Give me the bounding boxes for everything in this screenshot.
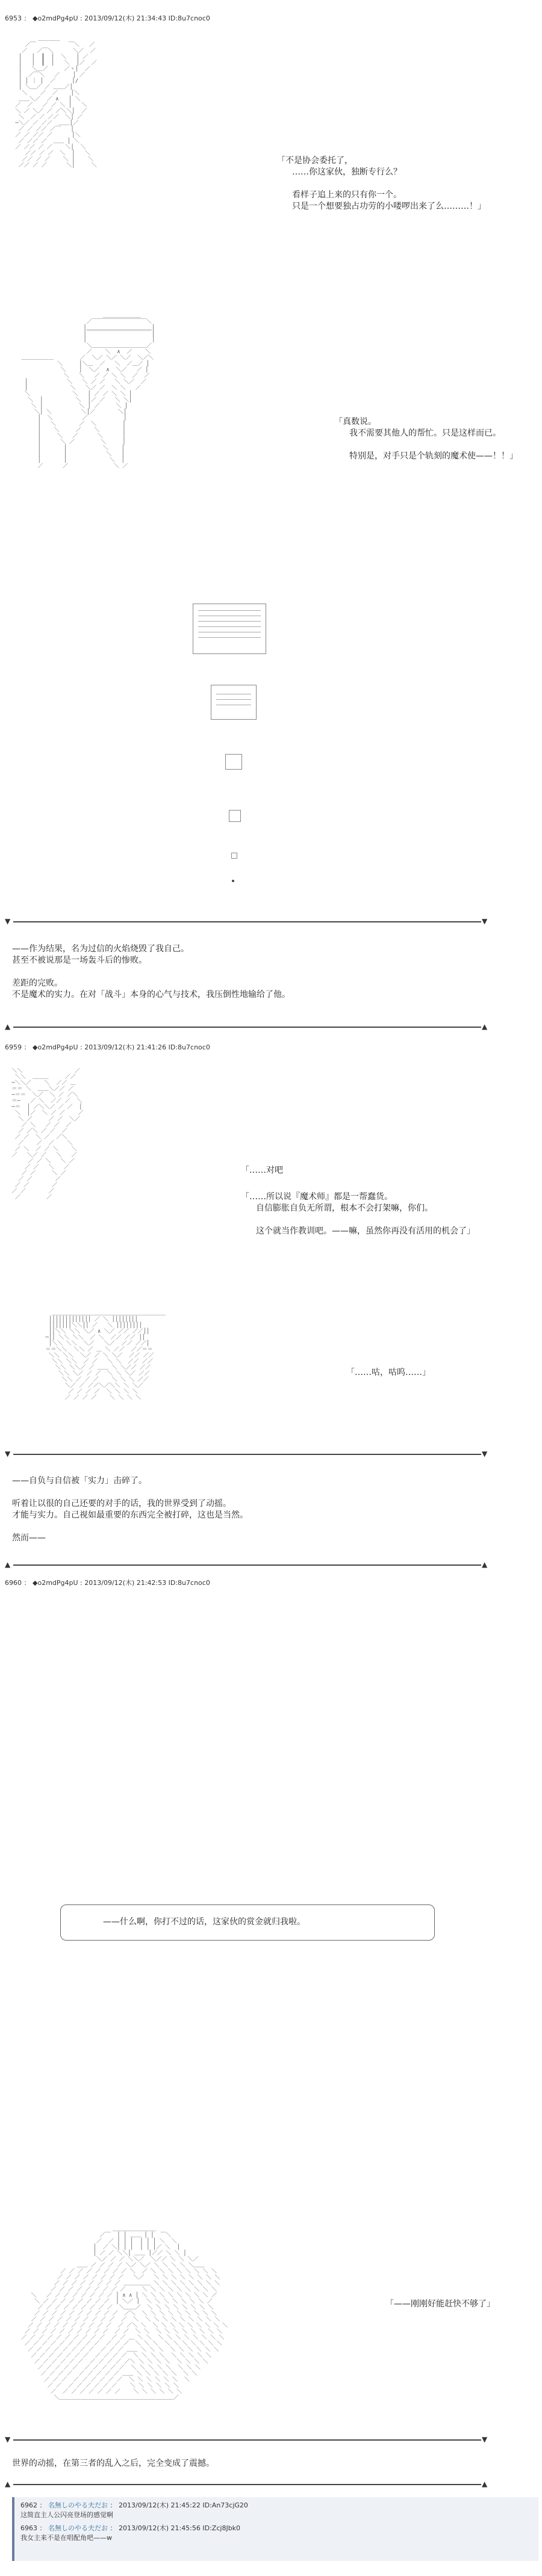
comment-id[interactable]: ID:An73cjG20: [202, 2501, 248, 2509]
narration-block: ——作为结果，名为过信的火焰烧毁了我自己。 甚至不被说那是一场轰斗后的惨败。 差距的完败。 不是魔术的实力。在对「战斗」本身的心气与技术，我压倒性地输给了他。: [12, 944, 290, 999]
post-date: 2013/09/12(木): [84, 1043, 135, 1051]
dialogue-block-4: 「……咕，咕呜……」: [346, 1368, 431, 1377]
dialogue-block-3: 「……对吧 「……所以说『魔术师』都是一帮蠢货。 自信膨胀自负无所谓，根本不会打架嘛，你们。 这个就当作教训吧。——嘛，虽然你再没有活用的机会了」: [241, 1166, 475, 1236]
post-date: 2013/09/12(木): [84, 1579, 135, 1587]
triangle-down-icon: ▼: [5, 1450, 11, 1458]
ascii-art-character-3: ＼＼ ／ ＼＼ ＿＿＿ ／／ ─＼＼／ ＼ ／／ ＿ ＝＝ ＼ ＿＿＼／／ ／ ─＝＝ ＼／ ＼ ／ ／＼ ＝─ ／ ＼ ／／ ／ ＼ ─＝ │ ／＼＼／ ／ ／ │ ＼ │／ ＼ ／ ／ ／ ＼ ／ ／ ／ ＼／ ／ ＼ ／ ／ ／ ／ ／＼ ／ ／ ／ ／ ／ ＼ ／ ／＼ ／ ／ ／ ＼ ／ ＼ ／ ／ ＼ ＼ ／ ＼／ ／ ＼ ／ ／ ／ ＼ ＼ ／ ／ ／ ＼ ／ ／ ／ ＼ ／ ／ ／ ／ ／ ／ ／ ／ ／ ／ ／ ／: [11, 1068, 84, 1200]
ascii-art-character-2: ＿＿＿＿＿＿＿ ／￣￣￣￣￣￣￣￣￣￣＼ │＿＿＿＿＿＿＿＿＿＿＿＿│ │￣￣￣￣￣￣￣￣￣￣￣￣│ │ │ ＼＿＿＿＿＿＿＿＿＿＿／ ／ ＼ ∧ ／ ＼ ＿＿＿＿＿＿ ／ ＼／ ＼／ ＼／ ＼／＼ ＼ │＼＿ ／ ＼ ／＿／ │ ＼ │ ＼／ ∧ ＼／ ／ │ ＼ ＼ ／ ／ ＼ ＼ ／ ／ │ ＼ ＼ ／ ／ ＼ ＼／ ／ │ ＼ ＼／ ／ ＼ ＼ ／ ＼ ＼ │ ／ ／ ＼ ＼ │ ＼ │ ＼ │／ ／ ＼ ＼│ ＼ │ ＼ │ ／ ＼ │ ＼│ ＼ ＼│／ ＼│ │ ＼ ／ │ │ ＼ ／ ＼ │ │ ＼ ／ ＼ │ │ ＼ ／ ＼ │ │ ＼ ／ ＼ │ │ │ ＼ │ │ │ ＼ │ │ │ ＼ │ ／ ／ ＼ ／: [21, 313, 155, 469]
post-id[interactable]: ID:8u7cnoc0: [168, 1043, 210, 1051]
divider: [13, 1027, 481, 1028]
comment-text: 这简直主人公闪亮登场的感觉啊: [20, 2511, 113, 2519]
narration-block: 世界的动摇，在第三者的乱入之后，完全变成了震撼。: [12, 2459, 214, 2468]
triangle-down-icon: ▼: [5, 917, 11, 925]
triangle-up-icon: ▲: [5, 1022, 11, 1031]
divider: [13, 2484, 481, 2485]
dot-icon: [232, 880, 234, 882]
comment-id[interactable]: ID:Zcj8Jbk0: [202, 2524, 241, 2532]
post-time: 21:41:26: [136, 1043, 167, 1051]
ascii-art-character-4: ＿＿＿＿＿＿＿＿＿＿＿＿＿＿＿＿＿＿＿＿＿ │││││││││││││ ／ ＼ ││││││││ │││││││＼＼││ ／ ＼ ││││││││ ││＼＼ ＼＼ ＼／ ∧ ＼／ ／／ ／／││ ─││ ＼＼ ＼＼ ／ ＼ ／／ ／／ ││ │＼＼ ＼＼ ＼／ ＼／ ／／ ／／│ ＝＝＼＼ ＼＼ ／ ＿ ＼ ／／ ／／＝＝ ＼＼ ＼＼ ＼／ ／ ＼ ＼／ ／／ ／／ ＼＼ ＼＼ ／ ／ ＼ ＼ ／／ ／／ ＼＼ ＼＼／ ／ ＿＿ ＼ ＼／／ ／／ ＼＼ ＼／ ／ ／ ＼ ＼ ＼／ ／／ ＼＼ ／ ／ ／ ＼ ＼ ＼ ／／ ＼／ ／ ／／＼／＼＼ ＼ ＼／ ／ ／ ／ ／ ＼ ＼ ＼ ＼ ／ ／ ／ ／ ＼ ＼ ＼ ＼: [45, 1311, 166, 1401]
document-icon-small: [211, 685, 257, 720]
triangle-down-icon: ▼: [482, 1450, 488, 1458]
comment-header: 6962 ： 名無しのやる夫だお ： 2013/09/12(木) 21:45:22 ID:An73cjG20: [20, 2501, 248, 2509]
post-header: 6959 ： ◆o2mdPg4pU : 2013/09/12(木) 21:41:26 ID:8u7cnoc0: [5, 1043, 210, 1051]
divider: [13, 1564, 481, 1566]
post-number: 6953: [5, 14, 22, 22]
dialogue-block-5: 「——刚刚好能赶快不够了」: [385, 2299, 495, 2309]
ascii-art-character-5: ＿＿＿＿＿＿＿＿ ／￣ │ │ ＿＿ │ │ ￣＼ ／ ／ │ │ │ │ │ │ ＼ ＼ │ ／ ＼│ │ │ │ │ │／ ＼ │ │ ／ ／ ＼＼│ ＿＿ │／／ ＼ ＼ │ ＼／ ／ ／ ＼＼／ ＼／／ ＼ ＼ ＼／ ＿＿ ／ ／ ／ ／ ＼／ ＼／ ＼ ＼ ＼ ＼ ＼＿＿ ／ ／ ／ ／ ／ ／ ／ ／ ＼ ／ ＼ ＼ ＼ ＼ ＼ ＼ ＼ ＼ ／ ／ ／ ／ ／ ／ ／ ／ ＼／ ＼ ＼ ＼ ＼ ＼ ＼ ＼ ＼ ／ ／ ／ ／ ／ ／ ／ ／ ＿＿＿＿＿ ＼ ＼ ＼ ＼ ＼ ＼ ＼ ＼ ／ ／ ／ ／ ／ ／ ／ ／ ／ ＼ ＼ ＼ ＼ ＼ ＼ ＼ ＼ ＼ ＼ ／ ／ ／ ／ ／ ／ ／ ／ │ ∧ ∧ │ ＼ ＼ ＼ ＼ ＼ ＼ ＼ ＼ ／ ＼ ／ ／ ／ ／ ／ ／ ／ ／ │ ＼／ │ ＼ ＼ ＼ ＼ ＼ ＼ ＼ ／ ／ ／ ／ ／ ／ ／ ／ ／ ／ ＼＿＿／ ＼ ＼ ＼ ＼ ＼ ＼ ＼ ＼ ／ ／ ／ ／ ／ ／ ／ ／ ／ ／ ／＼ ＼ ＼ ＼ ＼ ＼ ＼ ＼ ＼ ＼ ／ ／ ／ ／ ／ ／ ／ ／ ／ ／ ／ ＼ ＼ ＼ ＼ ＼ ＼ ＼ ＼ ＼ ＼ ／ ／ ／ ／ ／ ／ ／ ／ ／ ／ ／ ／＼ ＼ ＼ ＼ ＼ ＼ ＼ ＼ ＼ ＼ ＼ ／ ／ ／ ／ ／ ／ ／ ／ ／ ／ ／ ／ ＼ ＼ ＼ ＼ ＼ ＼ ＼ ＼ ＼ ＼ ／ ／ ／ ／ ／ ／ ／ ／ ／ ／ ／ ／ ＿ ＼ ＼ ＼ ＼ ＼ ＼ ＼ ＼ ＼ ＼ ／ ／ ／ ／ ／ ／ ／ ／ ／ ／ ／ ／ ＼ ＼ ＼ ＼ ＼ ＼ ＼ ＼ ＼ ＼ ／ ／ ／ ／ ／ ／ ／ ／ ／ ／ ／ ＿＿ ＼ ＼ ＼ ＼ ＼ ＼ ＼ ＼ ＼ ／ ／ ／ ／ ／ ／ ／ ／ ／ ／ ／ ＼ ＼ ＼ ＼ ＼ ＼ ＼ ＼ ＼ ／ ／ ／ ／ ／ ／ ／ ／ ／ ／ ／＼ ＼ ＼ ＼ ＼ ＼ ＼ ＼ ＼ ／ ／ ／ ／ ／ ／ ／ ／ ／ ／ ＼ ＼ ＼ ＼ ＼ ＼ ＼ ＼ ／ ／ ／ ／ ／ ／ ／ ／ ／ ＿＿ ＼ ＼ ＼ ＼ ＼ ＼ ＼ ／ ／ ／ ／ ／ ／ ／ ／ ／ ＼ ＼ ＼ ＼ ＼ ＼ ＼ ／ ／ ／ ／ ／ ／ ／ ／ ＼ ＼ ＼ ＼ ＼ ＼ ／ ／ ／ ／ ／ ／ ／ ／ ＼ ＼ ＼ ＼ ＼ ＼ ＼＿＿＿＿＿＿＿＿＿＿＿＿＿＿＿＿＿＿＿＿＿／: [21, 2226, 228, 2401]
post-time: 21:42:53: [136, 1579, 167, 1587]
post-id[interactable]: ID:8u7cnoc0: [168, 1579, 210, 1587]
post-date: 2013/09/12(木): [84, 14, 135, 22]
post-author[interactable]: ◆o2mdPg4pU: [33, 1043, 78, 1051]
square-icon-small: [229, 810, 241, 822]
triangle-up-icon: ▲: [482, 2480, 488, 2488]
triangle-down-icon: ▼: [482, 2435, 488, 2444]
triangle-up-icon: ▲: [5, 2480, 11, 2488]
triangle-up-icon: ▲: [482, 1560, 488, 1569]
square-icon-tiny: [231, 853, 237, 859]
post-header: 6953 ： ◆o2mdPg4pU : 2013/09/12(木) 21:34:43 ID:8u7cnoc0: [5, 14, 210, 22]
post-id[interactable]: ID:8u7cnoc0: [168, 14, 210, 22]
document-icon: [193, 604, 266, 654]
narration-block: ——自负与自信被「实力」击碎了。 听着让以很的自己还要的对手的话，我的世界受到了动摇。 才能与实力。自己视如最重要的东西完全被打碎，这也是当然。 然而——: [12, 1476, 248, 1543]
triangle-down-icon: ▼: [5, 2435, 11, 2444]
bubble-text: ——什么啊，你打不过的话，这家伙的赏金就归我啦。: [103, 1917, 305, 1927]
divider: [13, 2439, 481, 2441]
comments-box: [12, 2497, 538, 2561]
triangle-up-icon: ▲: [482, 1022, 488, 1031]
speech-bubble: [60, 1904, 435, 1941]
post-number: 6959: [5, 1043, 22, 1051]
triangle-up-icon: ▲: [5, 1560, 11, 1569]
dialogue-block-2: 「真数说。 我不需要其他人的帮忙。只是这样而已。 特别是，对手只是个轨刻的魔术使——！！」: [334, 417, 518, 461]
comment-text: 我女主来不是在唱配角吧——w: [20, 2534, 112, 2542]
comment-name[interactable]: 名無しのやる夫だお: [48, 2501, 108, 2509]
comment-name[interactable]: 名無しのやる夫だお: [48, 2524, 108, 2532]
ascii-art-character: ＿＿＿＿ ／￣ ￣＼ ／ ／ ／￣＼ ＼／ ／ │ │ ┃ │ ＼ │ ／ │ │ ┃ │ ＼ │／ ／ │ ＼＿／ ／ヽ│ ／ │ ／￣＼ ／ │ ／ │ │ ｜ │ ／ │/ │ ＼＿／ ／ ＿＿／│ ＼ ／ ／ │＼ ＿＿＼／ ／ ∧ │ ＼ ／ ／ ／ ／ ＼ │ ＼ ＼ ／ ＼／ ／ ／＼＼│ ／ ＼ ／ ／ ／／ ＼│ ／ ─＼／ ／ ／／ ＿＿│／ ／ ／ ／／ ／￣ │ ／ ／ ／／ ／ │＼ ／ ／／ ／ ＿＿ │ ＼ ／ ／／ ／ ／ ＼│ ＼ ／／ ／ ／ ＼ │ ＼ ／／ ／ ／ ＼ │ ＼ ／／ ／ ／ ＼│ ＼: [15, 36, 97, 168]
square-icon: [225, 754, 242, 770]
triangle-down-icon: ▼: [482, 917, 488, 925]
post-author[interactable]: ◆o2mdPg4pU: [33, 1579, 78, 1587]
post-author[interactable]: ◆o2mdPg4pU: [33, 14, 78, 22]
post-header: 6960 ： ◆o2mdPg4pU : 2013/09/12(木) 21:42:53 ID:8u7cnoc0: [5, 1579, 210, 1587]
divider: [13, 1454, 481, 1455]
divider: [13, 921, 481, 922]
post-number: 6960: [5, 1579, 22, 1587]
dialogue-block: 「不是协会委托了， ……你这家伙，独断专行么？ 看样子追上来的只有你一个。 只是一个想要独占功劳的小喽啰出来了么………！」: [277, 156, 486, 211]
comment-header: 6963 ： 名無しのやる夫だお ： 2013/09/12(木) 21:45:56 ID:Zcj8Jbk0: [20, 2524, 241, 2532]
post-time: 21:34:43: [136, 14, 167, 22]
